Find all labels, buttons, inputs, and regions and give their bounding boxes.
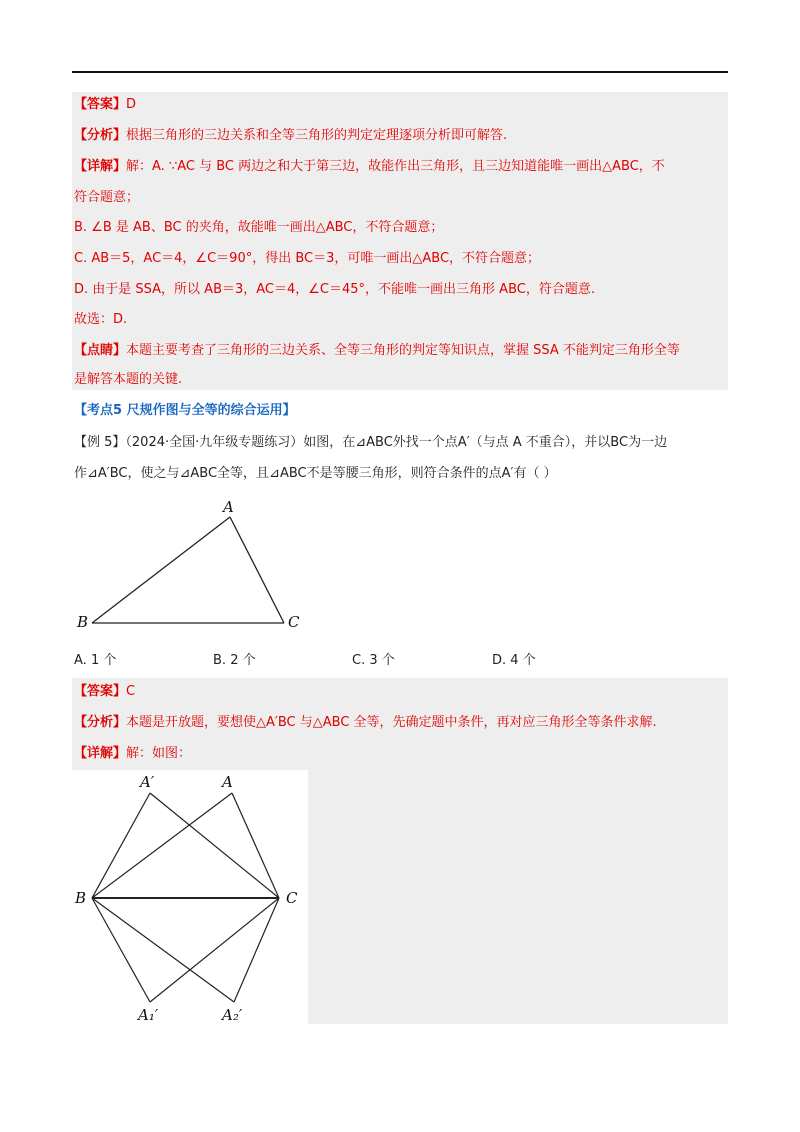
segment-b-a1 xyxy=(92,898,150,1002)
comment-tag: 【点睛】 xyxy=(74,343,127,358)
example-question-line-2: 作⊿A′BC，使之与⊿ABC全等，且⊿ABC不是等腰三角形，则符合条件的点A′有（ ） xyxy=(74,466,557,481)
choice-text: 故选：D. xyxy=(74,312,128,327)
side-ba xyxy=(92,517,230,623)
option-d[interactable] xyxy=(492,653,536,669)
segment-a2-c xyxy=(234,898,279,1002)
segment-b-a xyxy=(92,793,232,898)
option-text: 2 个 xyxy=(230,653,256,668)
segment-aprime-c xyxy=(150,793,279,898)
analysis-line-2 xyxy=(74,715,657,731)
label-b: B xyxy=(75,889,87,907)
option-text: 4 个 xyxy=(510,653,536,668)
segment-a-c xyxy=(232,793,279,898)
detail-text-a: 解：A. ∵AC 与 BC 两边之和大于第三边，故能作出三角形，且三边知道能唯一画出△ABC，不 xyxy=(126,159,665,174)
detail-line-2 xyxy=(74,746,191,762)
answer-line-1 xyxy=(74,97,136,113)
answer-value: C xyxy=(126,684,136,699)
example-question-line-1: 【例 5】（2024·全国·九年级专题练习）如图，在⊿ABC外找一个点A′（与点 A 不重合），并以BC为一边 xyxy=(74,435,668,450)
segment-b-aprime xyxy=(92,793,150,898)
option-a[interactable] xyxy=(74,653,116,669)
detail-text-d: D. 由于是 SSA，所以 AB＝3，AC＝4，∠C＝45°，不能唯一画出三角形 ABC，符合题意. xyxy=(74,282,595,297)
option-letter: B. xyxy=(213,653,227,668)
answer-line-2 xyxy=(74,684,135,700)
construction-figure xyxy=(72,770,308,1024)
option-letter: D. xyxy=(492,653,507,668)
detail-tag: 【详解】 xyxy=(74,159,127,174)
option-text: 1 个 xyxy=(90,653,117,668)
option-b[interactable] xyxy=(213,653,256,669)
analysis-line-1 xyxy=(74,128,507,144)
label-a: A xyxy=(222,773,233,791)
analysis-tag: 【分析】 xyxy=(74,715,127,730)
option-letter: A. xyxy=(74,653,87,668)
label-a2-prime: A₂′ xyxy=(222,1006,243,1024)
segment-b-a2 xyxy=(92,898,234,1002)
analysis-text: 本题是开放题，要想使△A′BC 与△ABC 全等，先确定题中条件，再对应三角形全等条件求解. xyxy=(126,715,657,730)
label-b: B xyxy=(77,613,89,631)
detail-text: 解：如图： xyxy=(126,746,192,761)
comment-text: 本题主要考查了三角形的三边关系、全等三角形的判定等知识点，掌握 SSA 不能判定三角形全等 xyxy=(126,343,680,358)
label-a: A xyxy=(223,498,234,516)
comment-line-1 xyxy=(74,343,680,359)
answer-tag: 【答案】 xyxy=(74,684,127,699)
detail-text-c: C. AB＝5，AC＝4，∠C＝90°，得出 BC＝3，可唯一画出△ABC，不符合题意； xyxy=(74,251,541,266)
option-c[interactable] xyxy=(352,653,395,669)
detail-line-1 xyxy=(74,159,665,175)
label-c: C xyxy=(288,613,300,631)
segment-a1-c xyxy=(150,898,279,1002)
option-text: 3 个 xyxy=(369,653,395,668)
analysis-text: 根据三角形的三边关系和全等三角形的判定定理逐项分析即可解答. xyxy=(126,128,508,143)
comment-text-cont: 是解答本题的关键. xyxy=(74,372,183,387)
analysis-tag: 【分析】 xyxy=(74,128,127,143)
label-a1-prime: A₁′ xyxy=(138,1006,159,1024)
triangle-figure xyxy=(72,497,312,637)
label-a-prime: A′ xyxy=(140,773,155,791)
detail-text-a-cont: 符合题意； xyxy=(74,190,140,205)
label-c: C xyxy=(286,889,298,907)
option-letter: C. xyxy=(352,653,366,668)
section-title: 【考点5 尺规作图与全等的综合运用】 xyxy=(74,403,296,418)
answer-value: D xyxy=(126,97,137,112)
side-ac xyxy=(230,517,284,623)
answer-tag: 【答案】 xyxy=(74,97,127,112)
header-rule xyxy=(72,71,728,73)
detail-tag: 【详解】 xyxy=(74,746,127,761)
detail-text-b: B. ∠B 是 AB、BC 的夹角，故能唯一画出△ABC，不符合题意； xyxy=(74,220,444,235)
